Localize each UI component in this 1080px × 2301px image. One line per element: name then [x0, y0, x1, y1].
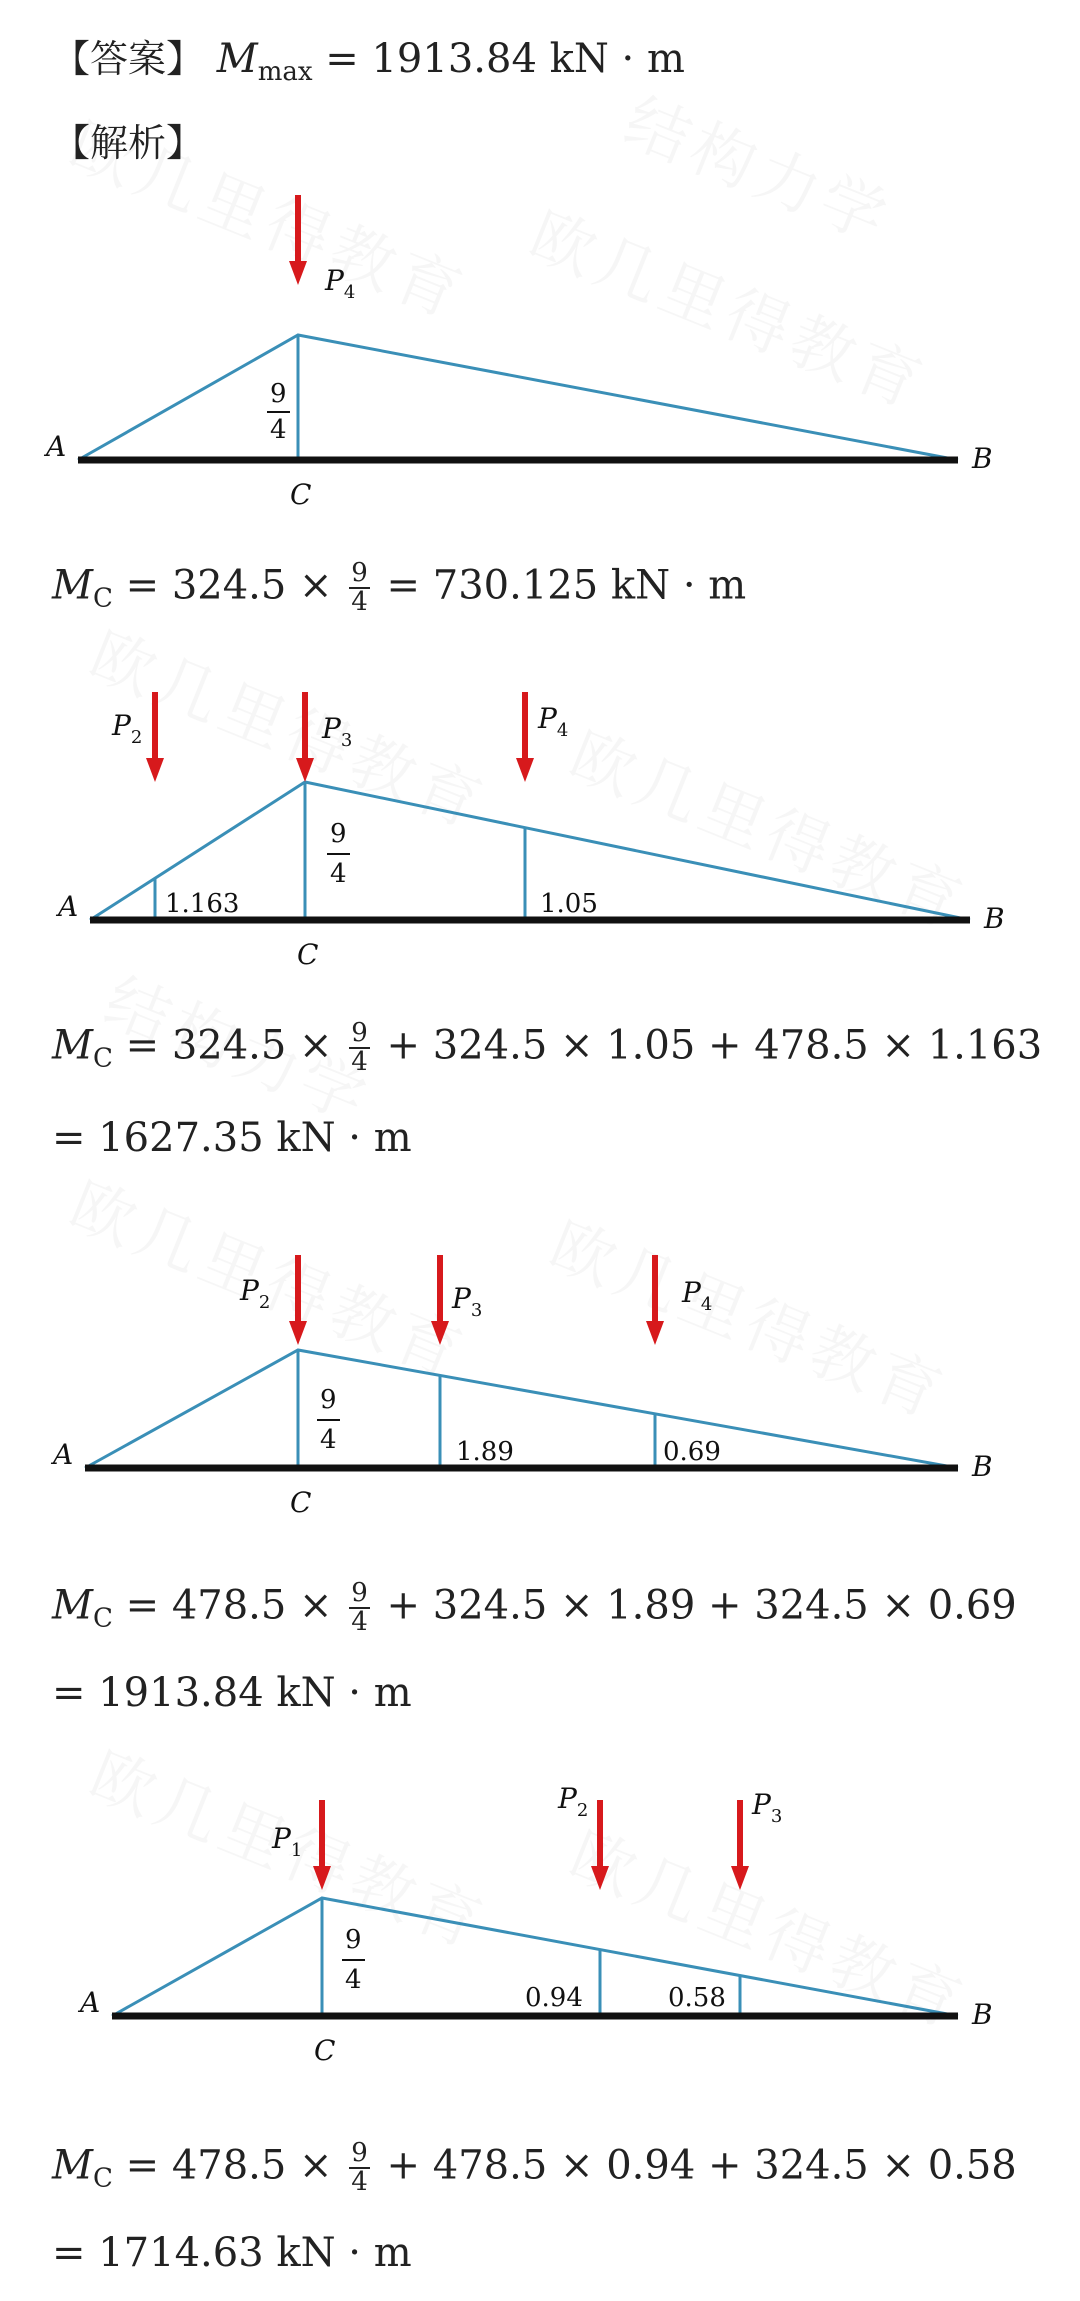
eq-symbol: M	[52, 562, 93, 609]
answer-value: = 1913.84 kN · m	[325, 36, 685, 82]
fraction-denominator: 4	[351, 587, 368, 618]
load-label: $P_3$	[322, 712, 353, 751]
fraction-denominator: 4	[351, 1607, 368, 1638]
load-label: $P_2$	[240, 1274, 271, 1313]
ordinate-value: 0.94	[525, 1983, 583, 2013]
answer-tag: 【答案】	[52, 37, 205, 81]
load-arrow-head	[731, 1866, 749, 1890]
eq-part: + 324.5 × 1.89 + 324.5 × 0.69	[373, 1582, 1017, 1629]
load-label-subscript: 1	[290, 1840, 303, 1861]
influence-diagram-2	[0, 670, 1080, 1010]
label-a: A	[46, 430, 67, 463]
load-label: $P_3$	[452, 1282, 483, 1321]
load-arrow-head	[646, 1321, 664, 1345]
load-label: $P_4$	[682, 1276, 713, 1315]
equation-1	[52, 560, 746, 617]
influence-line	[78, 335, 958, 460]
eq-part: = 478.5 ×	[112, 1582, 346, 1629]
load-label-subscript: 2	[258, 1292, 271, 1313]
influence-diagram-svg	[0, 670, 1080, 1010]
fraction-numerator: 9	[345, 1925, 362, 1955]
fraction-denominator: 4	[351, 1047, 368, 1078]
label-a: A	[53, 1438, 74, 1471]
fraction-denominator: 4	[345, 1965, 362, 1995]
eq-part: = 730.125 kN · m	[373, 562, 747, 609]
label-a: A	[58, 890, 79, 923]
influence-diagram-4	[0, 1780, 1080, 2120]
influence-diagram-svg	[0, 180, 1080, 520]
eq-part: + 324.5 × 1.05 + 478.5 × 1.163	[373, 1022, 1043, 1069]
fraction-denominator: 4	[330, 859, 347, 889]
label-b: B	[972, 442, 993, 475]
eq-part: = 324.5 ×	[112, 1022, 346, 1069]
equation-2	[52, 1020, 1042, 1077]
fraction	[349, 1020, 370, 1077]
fraction-numerator: 9	[330, 819, 347, 849]
load-label: $P_3$	[752, 1788, 783, 1827]
influence-diagram-svg	[0, 1230, 1080, 1570]
label-c: C	[314, 2034, 336, 2067]
label-a: A	[80, 1986, 101, 2019]
ordinate-value: 1.89	[456, 1437, 514, 1467]
influence-line	[85, 1350, 958, 1468]
answer-line	[52, 28, 685, 87]
fraction-numerator: 9	[351, 1578, 368, 1608]
load-arrow-head	[591, 1866, 609, 1890]
eq-subscript: C	[92, 1043, 113, 1074]
eq-subscript: C	[92, 583, 113, 614]
equation-4	[52, 2140, 1017, 2197]
fraction	[349, 2140, 370, 2197]
label-b: B	[984, 902, 1005, 935]
fraction	[349, 1580, 370, 1637]
ordinate-value: 1.163	[165, 889, 240, 919]
eq-symbol: M	[52, 2142, 93, 2189]
equation-3	[52, 1580, 1017, 1637]
load-label-subscript: 2	[130, 727, 143, 748]
equation-2-result: = 1627.35 kN · m	[52, 1115, 412, 1161]
equation-3-result: = 1913.84 kN · m	[52, 1670, 412, 1716]
label-c: C	[290, 1486, 312, 1519]
fraction-numerator: 9	[351, 2138, 368, 2168]
eq-subscript: C	[92, 2163, 113, 2194]
load-label: $P_4$	[538, 702, 569, 741]
ordinate-value: 0.69	[663, 1437, 721, 1467]
load-label-subscript: 3	[340, 730, 353, 751]
influence-diagram-3	[0, 1230, 1080, 1570]
ordinate-value: 0.58	[668, 1983, 726, 2013]
fraction-numerator: 9	[351, 1018, 368, 1048]
load-label: $P_2$	[112, 709, 143, 748]
load-label-subscript: 2	[576, 1800, 589, 1821]
load-arrow-head	[431, 1321, 449, 1345]
load-arrow-head	[296, 758, 314, 782]
fraction-numerator: 9	[270, 379, 287, 409]
label-c: C	[297, 938, 319, 971]
label-c: C	[290, 478, 312, 511]
load-arrow-head	[289, 261, 307, 285]
load-label-subscript: 3	[470, 1300, 483, 1321]
eq-part: = 324.5 ×	[112, 562, 346, 609]
load-arrow-head	[146, 758, 164, 782]
load-label-subscript: 4	[556, 720, 569, 741]
label-b: B	[972, 1450, 993, 1483]
eq-part: + 478.5 × 0.94 + 324.5 × 0.58	[373, 2142, 1017, 2189]
eq-symbol: M	[52, 1022, 93, 1069]
load-arrow-head	[516, 758, 534, 782]
eq-subscript: C	[92, 1603, 113, 1634]
fraction-numerator: 9	[320, 1385, 337, 1415]
fraction-denominator: 4	[270, 415, 287, 445]
answer-symbol: M	[216, 36, 258, 82]
influence-diagram-1	[0, 180, 1080, 520]
load-arrow-head	[313, 1866, 331, 1890]
eq-part: = 478.5 ×	[112, 2142, 346, 2189]
label-b: B	[972, 1998, 993, 2031]
answer-subscript: max	[257, 57, 313, 87]
fraction	[349, 560, 370, 617]
ordinate-value: 1.05	[540, 889, 598, 919]
influence-diagram-svg	[0, 1780, 1080, 2120]
fraction-numerator: 9	[351, 558, 368, 588]
load-label-subscript: 4	[700, 1294, 713, 1315]
equation-4-result: = 1714.63 kN · m	[52, 2230, 412, 2276]
load-label-subscript: 3	[770, 1806, 783, 1827]
load-label: $P_1$	[272, 1822, 303, 1861]
load-arrow-head	[289, 1321, 307, 1345]
analysis-tag: 【解析】	[52, 121, 205, 165]
load-label-subscript: 4	[343, 282, 356, 303]
eq-symbol: M	[52, 1582, 93, 1629]
fraction-denominator: 4	[351, 2167, 368, 2198]
fraction-denominator: 4	[320, 1425, 337, 1455]
load-label: $P_2$	[558, 1782, 589, 1821]
load-label: $P_4$	[325, 264, 356, 303]
